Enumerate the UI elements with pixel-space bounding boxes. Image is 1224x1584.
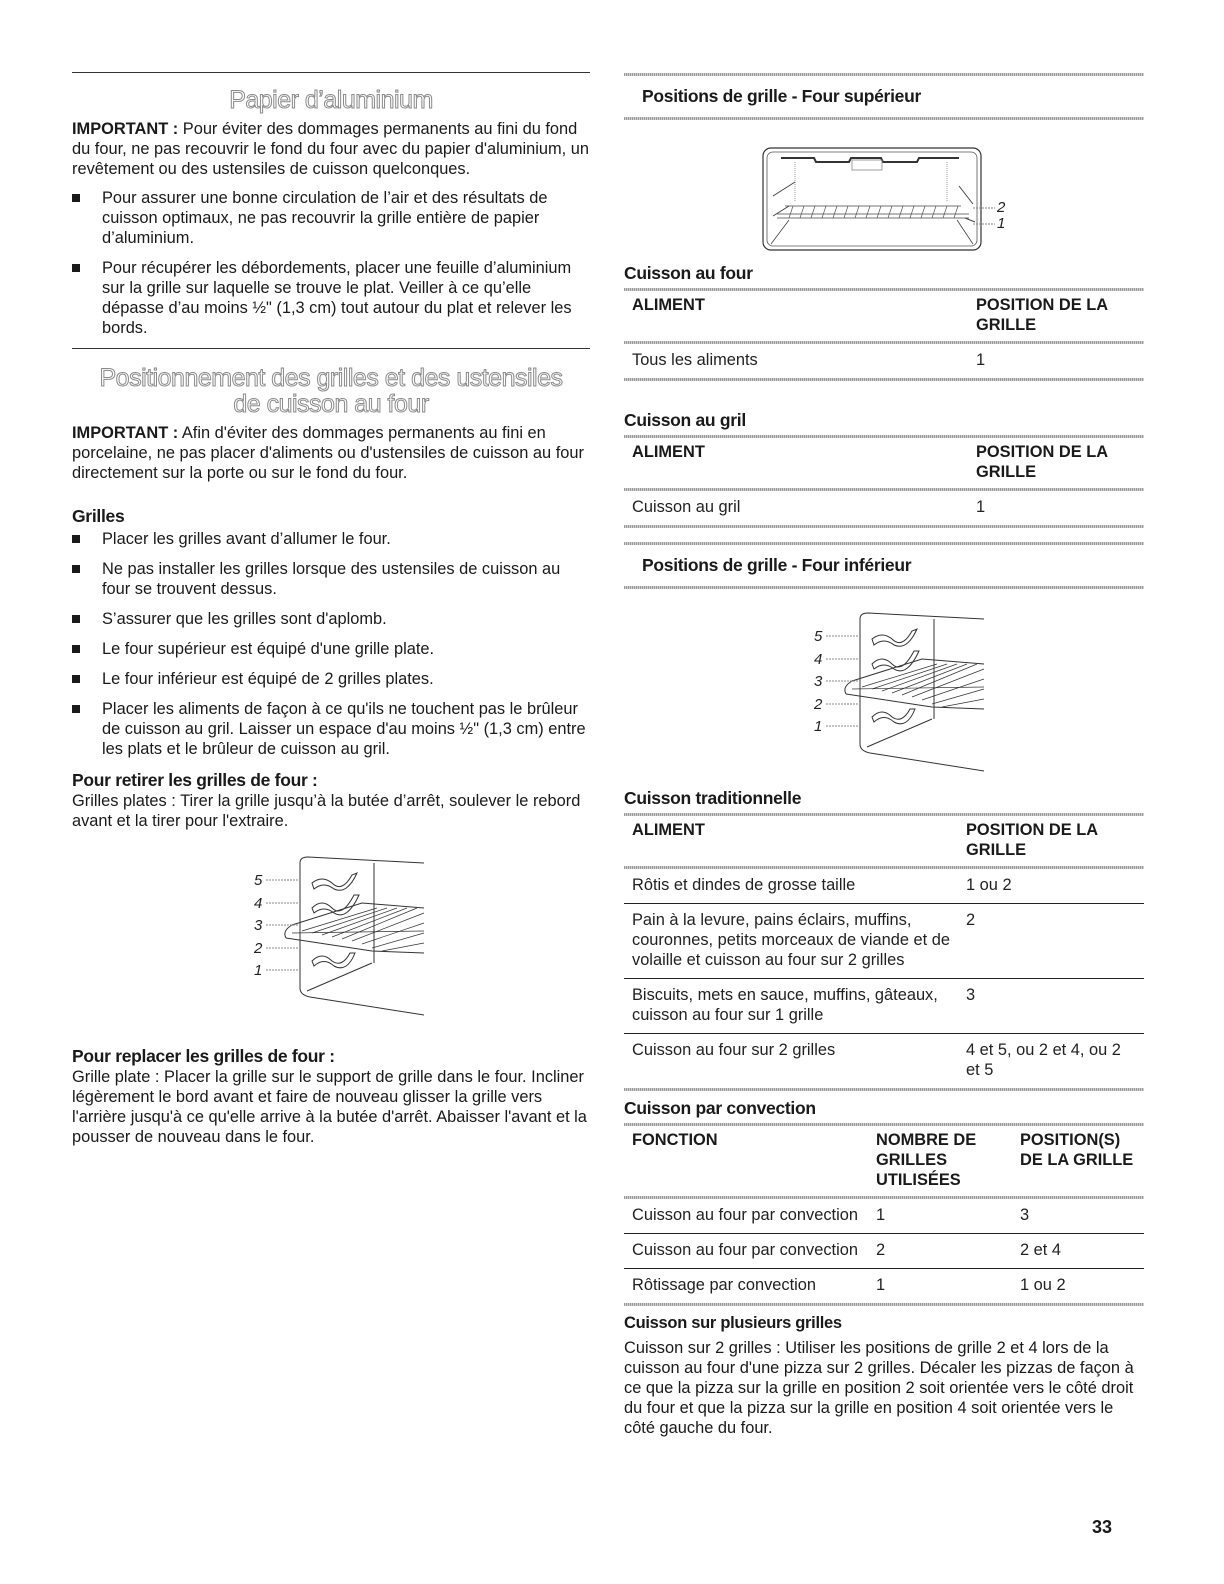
list-item: Pour récupérer les débordements, placer une feuille d’aluminium sur la grille sur laquelle se trouve le plat. Veiller à ce qu’elle dépasse d’au moins ½" (1,3 cm) tout autour du plat et relever les bords.	[72, 258, 590, 338]
rack-bar	[866, 206, 870, 218]
rack-label-1: 1	[254, 962, 263, 979]
convection-table	[624, 1123, 1144, 1306]
right-column	[624, 0, 1144, 1438]
rack-bar	[921, 206, 925, 218]
bullet-icon	[72, 565, 80, 573]
rack-label-2: 2	[997, 199, 1006, 216]
rack-label-3: 3	[814, 673, 823, 690]
list-item: Pour assurer une bonne circulation de l’air et des résultats de cuisson optimaux, ne pas recouvrir la grille entière de papier d’aluminium.	[72, 188, 590, 248]
rack-bar	[943, 206, 947, 218]
bake-table-title: Cuisson au four	[624, 263, 753, 283]
bullet-icon	[72, 264, 80, 272]
rack-bar	[932, 206, 936, 218]
bullet-icon	[72, 194, 80, 202]
table-row: Rôtis et dindes de grosse taille 1 ou 2	[624, 869, 1144, 904]
multi-rack-text: Cuisson sur 2 grilles : Utiliser les positions de grille 2 et 4 lors de la cuisson au four d'une pizza sur 2 grilles. Décaler les pizzas de façon à ce que la pizza sur la grille en position 2 soit orientée vers le côté droit du four et que la pizza sur la grille en position 4 soit orientée vers le côté gauche du four.	[624, 1339, 1134, 1437]
left-column	[72, 0, 590, 1147]
list-item: Ne pas installer les grilles lorsque des ustensiles de cuisson au four se trouvent dessus.	[72, 559, 590, 599]
remove-racks-text: Grilles plates : Tirer la grille jusqu’à la butée d’arrêt, soulever le rebord avant et la tirer pour l'extraire.	[72, 792, 581, 830]
replace-racks-heading: Pour replacer les grilles de four :	[72, 1046, 335, 1066]
bullet-icon	[72, 645, 80, 653]
lower-oven-heading: Positions de grille - Four inférieur	[642, 555, 912, 575]
rack-label-2: 2	[254, 940, 263, 957]
section-divider	[624, 542, 1144, 545]
section-divider	[624, 73, 1144, 76]
section-divider	[624, 586, 1144, 589]
rack-bar	[855, 206, 859, 218]
bullet-icon	[72, 705, 80, 713]
rack-bar	[954, 206, 958, 218]
rack-bar	[822, 206, 826, 218]
oven-rack-illustration	[812, 609, 992, 779]
table-row: Cuisson au four par convection 1 3	[624, 1199, 1144, 1234]
rack-label-1: 1	[997, 215, 1006, 232]
multi-rack-heading: Cuisson sur plusieurs grilles	[624, 1314, 842, 1332]
section-title-aluminium: Papier d’aluminium	[229, 86, 433, 114]
table-row: Cuisson au gril 1	[632, 498, 986, 516]
table-header: ALIMENT POSITION DE LA GRILLE	[632, 296, 1108, 334]
bullet-icon	[72, 535, 80, 543]
rack-label-5: 5	[814, 628, 823, 645]
traditional-table	[624, 813, 1144, 1091]
important-label: IMPORTANT :	[72, 424, 179, 442]
list-item: S’assurer que les grilles sont d'aplomb.	[72, 609, 590, 629]
aluminium-bullets	[72, 188, 590, 338]
list-item: Le four inférieur est équipé de 2 grilles plates.	[72, 669, 590, 689]
section-divider	[624, 117, 1144, 120]
rack-bar	[833, 206, 837, 218]
oven-rack-illustration	[252, 853, 432, 1023]
rack-bar	[800, 206, 804, 218]
important-text: Pour éviter des dommages permanents au fini du fond du four, ne pas recouvrir le fond du four avec du papier d'aluminium, un revêtement ou des ustensiles de cuisson quelconques.	[72, 120, 590, 178]
rack-label-4: 4	[814, 651, 823, 668]
table-row: Biscuits, mets en sauce, muffins, gâteaux, cuisson au four sur 1 grille 3	[624, 979, 1144, 1034]
rack-bar	[888, 206, 892, 218]
upper-oven-illustration	[759, 146, 1019, 254]
bullet-icon	[72, 675, 80, 683]
table-header: ALIMENT POSITION DE LA GRILLE	[632, 821, 1098, 859]
table-header: FONCTION NOMBRE DE GRILLES UTILISÉES POSITION(S) DE LA GRILLE	[632, 1131, 1134, 1189]
list-item: Le four supérieur est équipé d'une grille plate.	[72, 639, 590, 659]
grilles-heading: Grilles	[72, 506, 125, 526]
convection-table-title: Cuisson par convection	[624, 1098, 816, 1118]
table-row: Cuisson au four sur 2 grilles 4 et 5, ou 2 et 4, ou 2 et 5	[632, 1041, 1121, 1079]
remove-racks-heading: Pour retirer les grilles de four :	[72, 770, 318, 790]
page-number: 33	[1092, 1517, 1113, 1537]
table-row: Rôtissage par convection 1 1 ou 2	[632, 1276, 1066, 1294]
list-item: Placer les grilles avant d’allumer le four.	[72, 529, 590, 549]
table-row: Tous les aliments 1	[632, 351, 986, 369]
lower-oven-diagram	[812, 609, 1144, 779]
important-text: Afin d'éviter des dommages permanents au fini en porcelaine, ne pas placer d'aliments ou d'ustensiles de cuisson au four directement sur la porte ou sur le fond du four.	[72, 424, 584, 482]
table-row: Cuisson au four par convection 2 2 et 4	[624, 1234, 1144, 1269]
positioning-important	[72, 423, 590, 483]
upper-oven-diagram	[759, 146, 1144, 254]
bake-table	[624, 288, 1144, 381]
section-divider	[72, 72, 590, 73]
rack-label-5: 5	[254, 872, 263, 889]
rack-label-4: 4	[254, 895, 263, 912]
replace-racks-text: Grille plate : Placer la grille sur le support de grille dans le four. Incliner légèrement le bord avant et faire de nouveau glisser la grille vers l'arrière jusqu'à ce qu'elle arrive à la butée d'arrêt. Abaisser l'avant et la pousser de nouveau dans le four.	[72, 1068, 587, 1146]
section-title-positioning: Positionnement des grilles et des ustensiles de cuisson au four	[99, 364, 563, 418]
section-divider	[72, 348, 590, 349]
important-label: IMPORTANT :	[72, 120, 179, 138]
list-item: Placer les aliments de façon à ce qu'ils ne touchent pas le brûleur de cuisson au gril. Laisser un espace d'au moins ½" (1,3 cm) entre les plats et le brûleur de cuisson au gril.	[72, 699, 590, 759]
table-row: Pain à la levure, pains éclairs, muffins, couronnes, petits morceaux de viande et de volaille et cuisson au four sur 2 grilles 2	[624, 904, 1144, 979]
broil-table-title: Cuisson au gril	[624, 410, 746, 430]
table-header: ALIMENT POSITION DE LA GRILLE	[632, 443, 1108, 481]
bullet-icon	[72, 615, 80, 623]
grilles-bullets	[72, 529, 590, 759]
rack-bar	[789, 206, 793, 218]
rack-bar	[899, 206, 903, 218]
rack-bar	[877, 206, 881, 218]
rack-bar	[910, 206, 914, 218]
rack-bar	[844, 206, 848, 218]
aluminium-important	[72, 119, 590, 179]
broil-table	[624, 435, 1144, 528]
rack-label-3: 3	[254, 917, 263, 934]
upper-oven-heading: Positions de grille - Four supérieur	[642, 86, 921, 106]
traditional-table-title: Cuisson traditionnelle	[624, 788, 802, 808]
rack-positions-diagram	[252, 853, 590, 1023]
rack-label-1: 1	[814, 718, 823, 735]
rack-bar	[811, 206, 815, 218]
rack-label-2: 2	[814, 696, 823, 713]
